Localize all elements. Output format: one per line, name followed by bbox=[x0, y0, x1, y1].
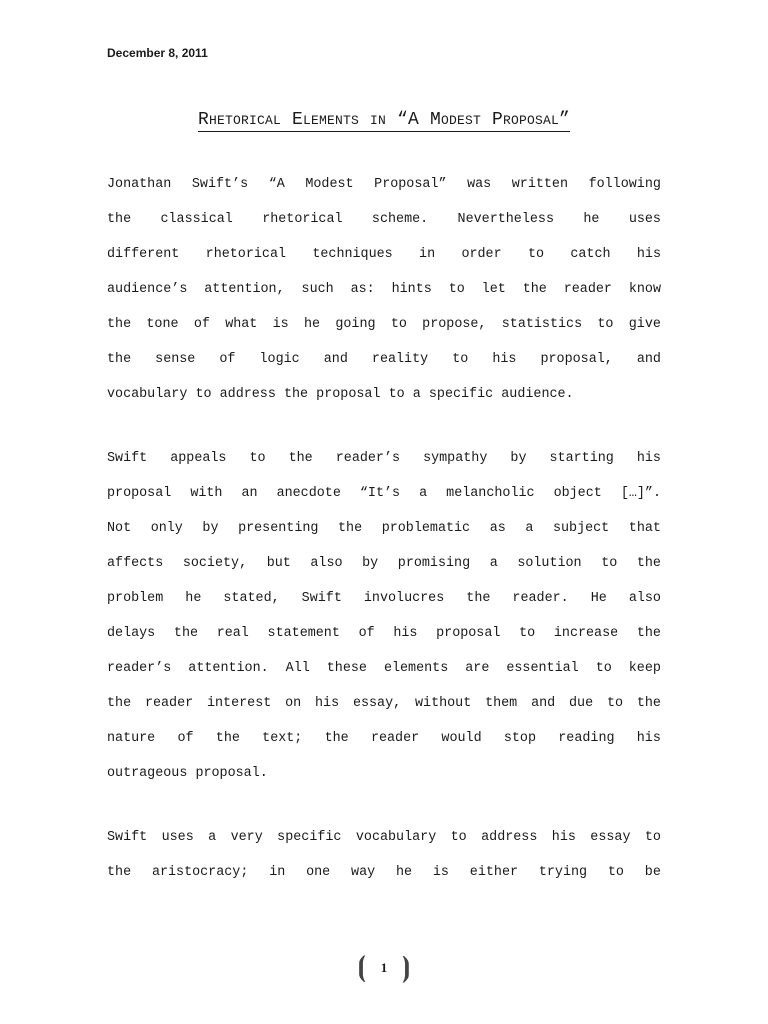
left-bracket-icon: ⦗ bbox=[357, 952, 367, 983]
header-date: December 8, 2011 bbox=[107, 46, 208, 60]
paragraph-line: problem he stated, Swift involucres the reader. He also bbox=[107, 591, 661, 606]
paragraph-3 bbox=[107, 829, 661, 899]
paragraph-line: the sense of logic and reality to his proposal, and bbox=[107, 352, 661, 367]
page-number-block bbox=[357, 954, 410, 982]
page-footer bbox=[0, 954, 768, 982]
document-title bbox=[0, 110, 768, 132]
paragraph-line: the aristocracy; in one way he is either trying to be bbox=[107, 865, 661, 880]
paragraph-line: the classical rhetorical scheme. Nevertheless he uses bbox=[107, 212, 661, 227]
paragraph-line: the reader interest on his essay, without them and due to the bbox=[107, 696, 661, 711]
paragraph-line: Swift uses a very specific vocabulary to address his essay to bbox=[107, 830, 661, 845]
paragraph-line: different rhetorical techniques in order to catch his bbox=[107, 247, 661, 262]
paragraph-line: proposal with an anecdote “It’s a melancholic object […]”. bbox=[107, 486, 661, 501]
paragraph-line: vocabulary to address the proposal to a specific audience. bbox=[107, 387, 574, 402]
paragraph-line: nature of the text; the reader would stop reading his bbox=[107, 731, 661, 746]
paragraph-1 bbox=[107, 176, 661, 421]
paragraph-line: audience’s attention, such as: hints to let the reader know bbox=[107, 282, 661, 297]
paragraph-line: Not only by presenting the problematic as a subject that bbox=[107, 521, 661, 536]
paragraph-2 bbox=[107, 450, 661, 800]
paragraph-line: affects society, but also by promising a solution to the bbox=[107, 556, 661, 571]
right-bracket-icon: ⦘ bbox=[401, 952, 411, 983]
paragraph-line: Jonathan Swift’s “A Modest Proposal” was written following bbox=[107, 177, 661, 192]
paragraph-line: reader’s attention. All these elements are essential to keep bbox=[107, 661, 661, 676]
document-title-text: Rhetorical Elements in “A Modest Proposal” bbox=[197, 110, 571, 130]
page-number: 1 bbox=[380, 960, 388, 975]
paragraph-line: the tone of what is he going to propose, statistics to give bbox=[107, 317, 661, 332]
paragraph-line: delays the real statement of his proposal to increase the bbox=[107, 626, 661, 641]
paragraph-line: Swift appeals to the reader’s sympathy by starting his bbox=[107, 451, 661, 466]
paragraph-line: outrageous proposal. bbox=[107, 766, 268, 781]
